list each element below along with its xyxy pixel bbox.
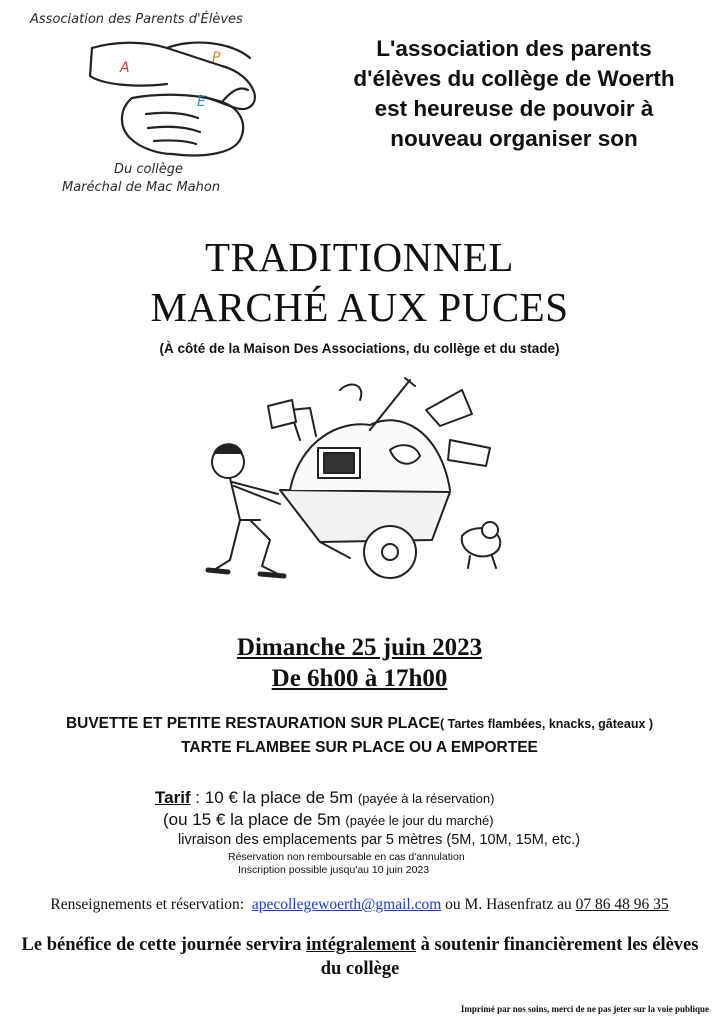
logo-letter-a: A — [120, 60, 130, 76]
event-hours: De 6h00 à 17h00 — [271, 665, 448, 692]
price-advance: 10 € la place de 5m — [204, 788, 354, 807]
intro-line: nouveau organiser son — [390, 126, 638, 151]
flea-market-illustration — [200, 370, 520, 600]
contact-middle: ou M. Hasenfratz au — [445, 896, 572, 913]
logo-subtitle-line2: Maréchal de Mac Mahon — [62, 180, 221, 195]
refreshments-info — [0, 712, 719, 760]
event-title — [0, 232, 719, 332]
pricing-deadline: Inscription possible jusqu'au 10 juin 2023 — [238, 864, 430, 876]
intro-line: L'association des parents — [376, 36, 652, 61]
footer-note: Imprimé par nos soins, merci de ne pas jeter sur la voie publique — [460, 1004, 709, 1014]
handshake-logo-image — [72, 28, 272, 163]
logo-letter-p: P — [212, 50, 221, 66]
event-title-line1: TRADITIONNEL — [205, 234, 514, 280]
intro-line: d'élèves du collège de Woerth — [353, 66, 675, 91]
price-line-2 — [163, 810, 494, 830]
intro-text — [318, 34, 710, 154]
logo — [22, 8, 312, 198]
contact-info — [0, 896, 719, 914]
event-date — [0, 632, 719, 694]
pricing-delivery: livraison des emplacements par 5 mètres (5M, 10M, 15M, etc.) — [178, 832, 581, 848]
benefit-statement — [20, 933, 700, 981]
benefit-part1: Le bénéfice de cette journée servira — [21, 935, 302, 955]
price-line-1 — [155, 788, 494, 808]
logo-letter-e: E — [197, 94, 206, 110]
price-day: ou 15 € la place de 5m — [168, 810, 341, 829]
refreshments-line1 — [0, 712, 719, 736]
price-day-paren: ( — [163, 810, 169, 829]
pricing-refund-note: Réservation non remboursable en cas d'annulation — [228, 851, 465, 863]
refreshments-details: ( Tartes flambées, knacks, gâteaux ) — [439, 717, 654, 731]
price-advance-note: (payée à la réservation) — [357, 791, 495, 806]
pricing-label: Tarif — [155, 788, 191, 807]
benefit-emphasis: intégralement — [306, 935, 417, 955]
logo-subtitle-line1: Du collège — [114, 162, 183, 177]
event-title-line2: MARCHÉ AUX PUCES — [150, 284, 569, 330]
pricing-colon: : — [190, 788, 205, 807]
contact-label: Renseignements et réservation: — [50, 896, 245, 913]
event-day: Dimanche 25 juin 2023 — [236, 634, 483, 661]
refreshments-line2: TARTE FLAMBEE SUR PLACE OU A EMPORTEE — [181, 739, 538, 756]
contact-phone[interactable]: 07 86 48 96 35 — [575, 896, 669, 913]
contact-email-link[interactable]: apecollegewoerth@gmail.com — [251, 896, 442, 913]
price-day-note: (payée le jour du marché) — [345, 813, 494, 828]
benefit-part3: à soutenir financièrement les élèves du collège — [320, 935, 699, 979]
refreshments-main: BUVETTE ET PETITE RESTAURATION SUR PLACE — [65, 715, 440, 732]
logo-title: Association des Parents d'Élèves — [30, 12, 243, 27]
event-location: (À côté de la Maison Des Associations, du collège et du stade) — [159, 341, 560, 356]
intro-line: est heureuse de pouvoir à — [374, 96, 654, 121]
